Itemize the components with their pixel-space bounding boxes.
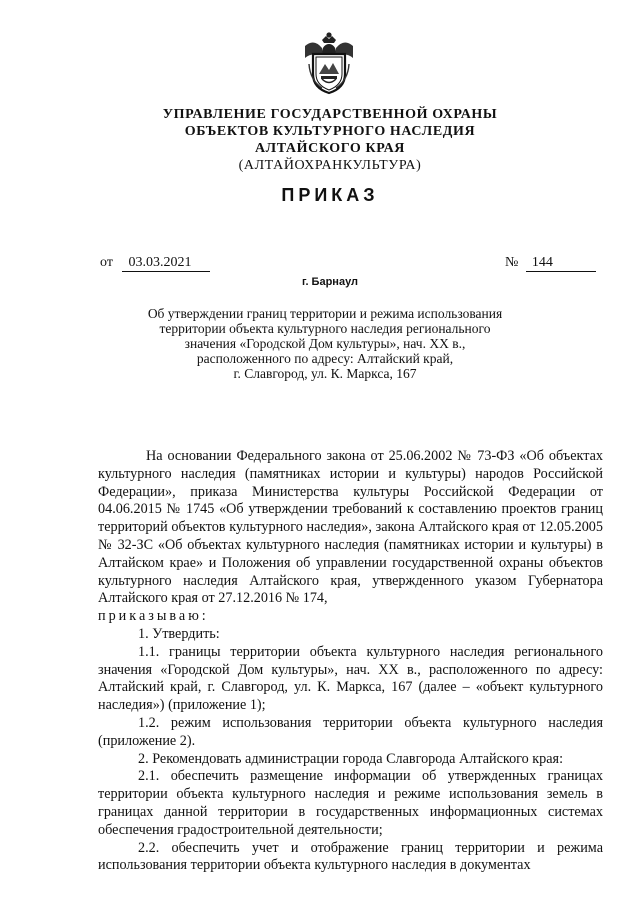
clause-2-1: 2.1. обеспечить размещение информации об утвержденных границах территории объекта культурного наследия и режиме использования земель в границах данной территории в государственных информационных системах обеспечения градостроительной деятельности; <box>98 768 603 838</box>
date-block <box>100 255 210 272</box>
document-date: 03.03.2021 <box>122 255 210 272</box>
order-word: приказываю: <box>98 608 209 625</box>
subject-line: территории объекта культурного наследия регионального <box>159 321 491 336</box>
org-name-line2: ОБЪЕКТОВ КУЛЬТУРНОГО НАСЛЕДИЯ <box>184 124 476 139</box>
clause-2-2: 2.2. обеспечить учет и отображение границ территории и режима использования территории объекта культурного наследия в документах <box>98 839 603 874</box>
subject-line: г. Славгород, ул. К. Маркса, 167 <box>233 366 417 381</box>
coat-of-arms-emblem <box>300 30 358 96</box>
clause-1-2: 1.2. режим использования территории объекта культурного наследия (приложение 2). <box>98 714 603 749</box>
number-prefix: № <box>505 255 519 270</box>
clause-1-1: 1.1. границы территории объекта культурного наследия регионального значения «Городской Дом культуры», нач. XX в., расположенного по адресу: Алтайский край, г. Славгород, ул. К. Маркса, 167 (далее – «объект культурного наследия») (приложение 1); <box>98 643 603 714</box>
subject-line: Об утверждении границ территории и режима использования <box>147 306 503 321</box>
document-title: ПРИКАЗ <box>281 185 379 205</box>
clause-1: 1. Утвердить: <box>138 625 220 642</box>
subject-line: расположенного по адресу: Алтайский край, <box>196 351 454 366</box>
clause-2: 2. Рекомендовать администрации города Славгорода Алтайского края: <box>138 750 564 767</box>
document-number: 144 <box>526 255 596 272</box>
subject-line: значения «Городской Дом культуры», нач. XX в., <box>184 336 466 351</box>
org-short-name: (АЛТАЙОХРАНКУЛЬТУРА) <box>238 158 422 173</box>
subject-block <box>100 306 550 381</box>
intro-paragraph: На основании Федерального закона от 25.06.2002 № 73-ФЗ «Об объектах культурного наследия (памятниках истории и культуры) народов Российской Федерации», приказа Министерства культуры Российской Федерации от 04.06.2015 № 1745 «Об утверждении требований к составлению проектов границ территорий объектов культурного наследия», закона Алтайского края от 12.05.2005 № 32-ЗС «Об объектах культурного наследия (памятниках истории и культуры) в Алтайском крае» и Положения об управлении государственной охраны объектов культурного наследия Алтайского края, утвержденного указом Губернатора Алтайского края от 27.12.2016 № 174, <box>98 448 603 607</box>
org-name-line1: УПРАВЛЕНИЕ ГОСУДАРСТВЕННОЙ ОХРАНЫ <box>162 107 498 122</box>
document-body <box>98 448 603 875</box>
number-block <box>505 255 596 272</box>
org-name-line3: АЛТАЙСКОГО КРАЯ <box>254 141 406 156</box>
city-name: г. Барнаул <box>301 276 359 288</box>
date-prefix: от <box>100 255 113 270</box>
